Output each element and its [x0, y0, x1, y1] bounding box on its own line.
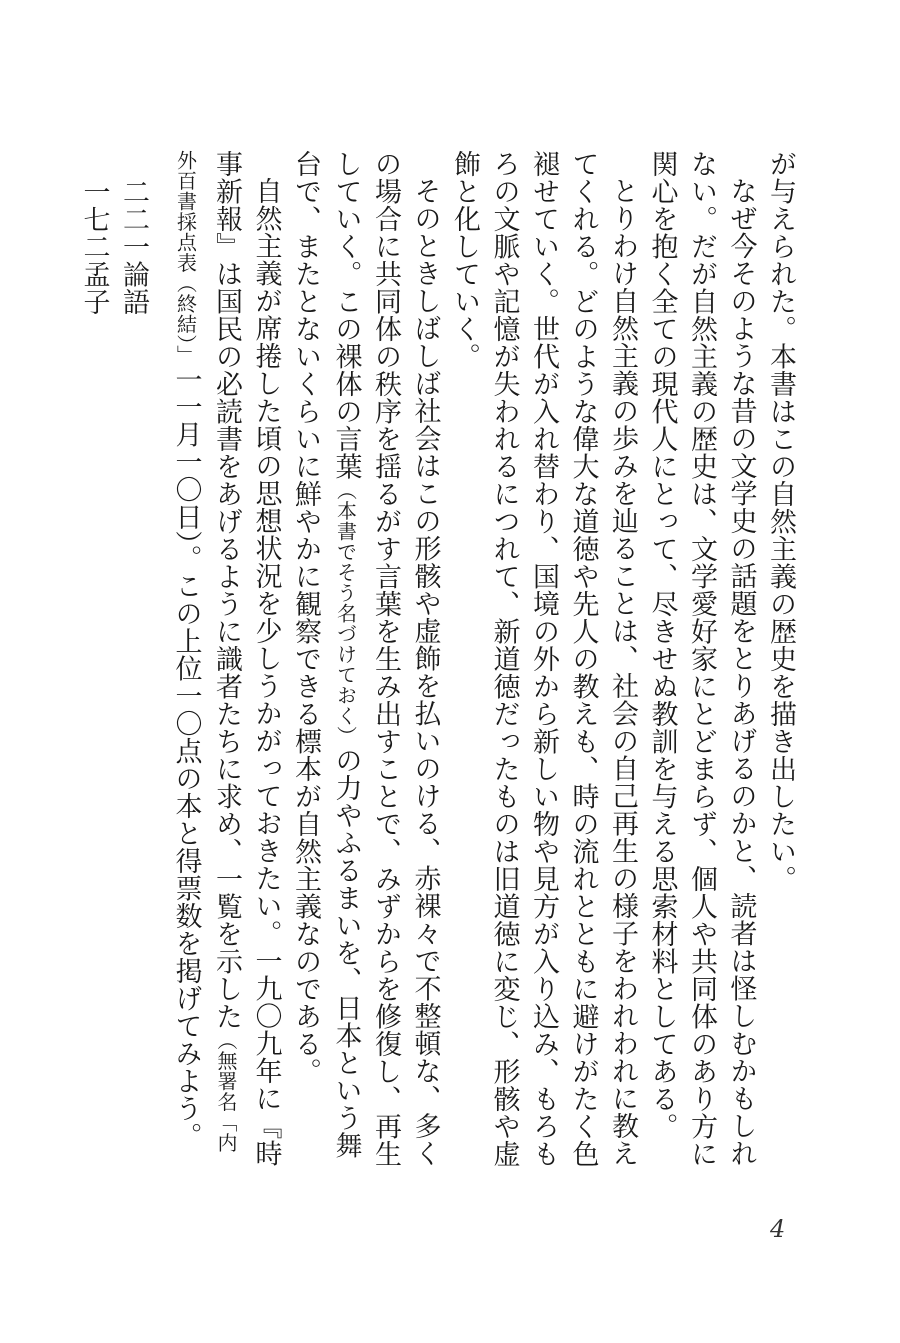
paragraph-3 [286, 150, 445, 1170]
paragraph-continuation [761, 150, 801, 1170]
ranking-list [74, 150, 153, 1170]
paragraph-text: 一一月一〇日）。この上位一〇点の本と得票数を掲げてみよう。 [170, 365, 202, 1150]
main-text [74, 150, 800, 1170]
page-number: 4 [770, 1215, 786, 1243]
vote-count: 一七二 [78, 178, 110, 261]
annotation: （無署名「内外百書採点表（終結）」 [173, 150, 238, 1153]
book-title: 孟子 [78, 260, 110, 316]
annotation: （本書でそう名づけておく） [333, 480, 358, 747]
paragraph-2 [445, 150, 643, 1170]
paragraph-text: そのときしばしば社会はこの形骸や虚飾を払いのける、赤裸々で不整頓な、多くの場合に共同体の秩序を揺るがす言葉を生み出すことで、みずからを修復し、再生していく。この裸体の言葉 [330, 150, 441, 1168]
paragraph-text: の力やふるまいを、日本という舞台で、またとないくらいに鮮やかに観察できる標本が自然主義なのである。 [290, 150, 362, 1159]
paragraph-4 [165, 150, 286, 1170]
paragraph-1 [642, 150, 761, 1170]
paragraph-text: なぜ今そのような昔の文学史の話題をとりあげるのかと、読者は怪しむかもしれない。だが自然主義の歴史は、文学愛好家にとどまらず、個人や共同体のあり方に関心を抱く全ての現代人にとって、尽きせぬ教訓を与える思索材料としてある。 [646, 150, 757, 1168]
list-item [114, 178, 154, 1170]
paragraph-text: 自然主義が席捲した頃の思想状況を少しうかがっておきたい。一九〇九年に『時事新報』は国民の必読書をあげるように識者たちに求め、一覧を示した [211, 150, 282, 1167]
list-item [74, 178, 114, 1170]
paragraph-text: とりわけ自然主義の歩みを辿ることは、社会の自己再生の様子をわれわれに教えてくれる。どのような偉大な道徳や先人の教えも、時の流れとともに避けがたく色褪せていく。世代が入れ替わり、国境の外から新しい物や見方が入り込み、もろもろの文脈や記憶が失われるにつれて、新道徳だったものは旧道徳に変じ、形骸や虚飾と化していく。 [449, 150, 638, 1168]
text-line: が与えられた。本書はこの自然主義の歴史を描き出したい。 [765, 150, 796, 893]
book-title: 論語 [118, 260, 149, 316]
vote-count: 二二一 [118, 178, 149, 261]
